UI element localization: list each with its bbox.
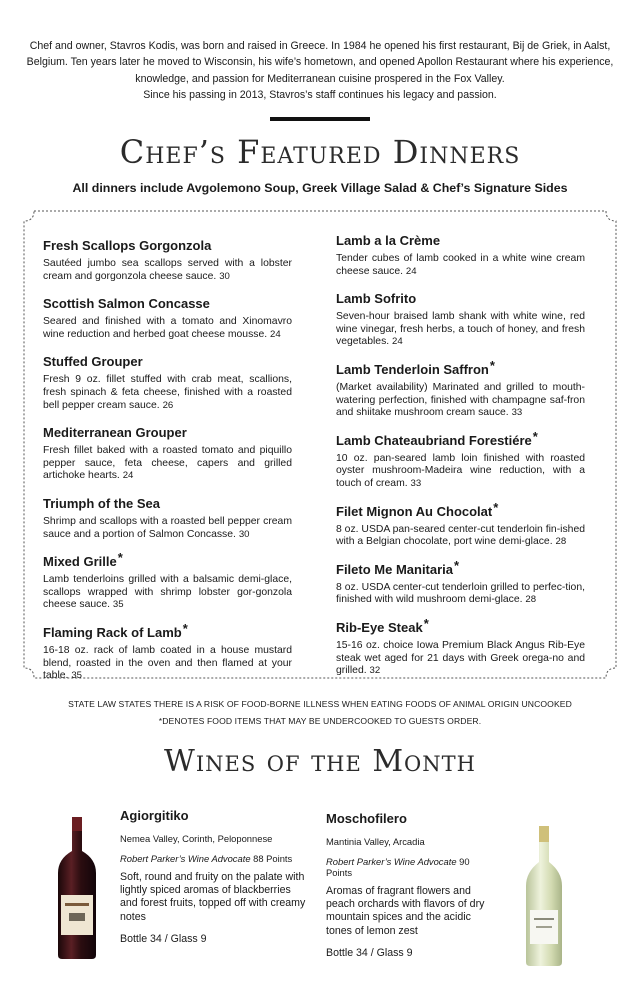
dish-price: 35 xyxy=(71,670,82,682)
wine-item xyxy=(326,811,496,959)
dish-name: Lamb Tenderloin Saffron xyxy=(336,361,489,377)
dish-name: Fresh Scallops Gorgonzola xyxy=(43,238,212,253)
dish-item xyxy=(336,429,585,491)
dish-name: Filet Mignon Au Chocolat xyxy=(336,503,493,519)
undercooked-star: * xyxy=(532,428,538,444)
dish-item xyxy=(336,500,585,549)
dish-description: 8 oz. USDA pan-seared center-cut tenderloin fin-ished with a Belgian chocolate, port wine demi-glace. xyxy=(336,523,585,548)
dish-description: 10 oz. pan-seared lamb loin finished with roasted oyster mushroom-Madeira wine reduction, with a touch of cream. xyxy=(336,452,585,489)
dinners-left-column xyxy=(43,234,292,692)
undercooked-note: *DENOTES FOOD ITEMS THAT MAY BE UNDERCOOKED TO GUESTS ORDER. xyxy=(158,716,482,726)
dish-name: Lamb Sofrito xyxy=(336,291,417,307)
wines-title: Wines of the Month xyxy=(164,744,476,779)
dish-price: 24 xyxy=(270,328,281,340)
dish-item xyxy=(336,558,585,607)
dish-price: 33 xyxy=(410,477,422,489)
dish-price: 33 xyxy=(511,407,523,419)
dish-item xyxy=(336,358,585,420)
dish-item xyxy=(43,621,292,683)
dish-price: 24 xyxy=(122,470,134,482)
dish-description: Sautéed jumbo sea scallops served with a lobster cream and gorgonzola cheese sauce. xyxy=(43,258,292,282)
dinners-right-column xyxy=(336,229,585,687)
wine-notes: Aromas of fragrant flowers and peach orchards with flavors of dry mountain spices and the acidic tones of lemon zest xyxy=(326,885,485,937)
dish-name: Rib-Eye Steak xyxy=(336,619,423,635)
dish-item xyxy=(43,292,292,341)
dish-name: Lamb a la Crème xyxy=(336,233,441,248)
dish-item xyxy=(336,229,585,278)
dish-description: (Market availability) Marinated and grilled to mouth-watering perfection, finished with champagne saf-fron and shiitake mushroom cream sauce. xyxy=(336,381,585,419)
intro-text xyxy=(24,38,616,104)
dish-description: Shrimp and scallops with a roasted bell pepper cream sauce and a portion of Salmon Concasse. xyxy=(43,515,292,540)
dish-item xyxy=(336,287,585,349)
intro-paragraph: Chef and owner, Stavros Kodis, was born and raised in Greece. In 1984 he opened his first restaurant, Bij de Griek, in Aalst, Belgium. Ten years later he moved to Wisconsin, his wife’s hometown, and opened Apollon Restaurant where his experience, knowledge, and passion for Mediterranean cuisine prospered in the Fox Valley. xyxy=(26,40,614,85)
wine-price: Bottle 34 / Glass 9 xyxy=(120,932,207,945)
wine-rating: 90 Points xyxy=(326,856,470,878)
dish-description: Lamb tenderloins grilled with a balsamic demi-glace, scallops wrapped with shrimp lobster gor-gonzola cheese sauce. xyxy=(43,574,292,611)
dish-price: 30 xyxy=(219,270,230,282)
dish-name: Flaming Rack of Lamb xyxy=(43,624,182,640)
wine-price: Bottle 34 / Glass 9 xyxy=(326,946,413,959)
dish-price: 24 xyxy=(392,336,403,348)
undercooked-star: * xyxy=(182,620,188,636)
dish-description: 16-18 oz. rack of lamb coated in a house mustard blend, roasted in the oven and then flamed at your table. xyxy=(43,644,292,682)
dish-item xyxy=(43,550,292,612)
wine-region: Nemea Valley, Corinth, Peloponnese xyxy=(120,833,273,844)
intro-legacy-line: Since his passing in 2013, Stavros’s staff continues his legacy and passion. xyxy=(143,89,497,102)
dish-price: 30 xyxy=(238,528,250,540)
undercooked-star: * xyxy=(117,550,123,566)
dish-price: 35 xyxy=(112,599,124,611)
dish-name: Stuffed Grouper xyxy=(43,354,143,370)
wine-name: Moschofilero xyxy=(326,811,407,826)
dish-description: 8 oz. USDA center-cut tenderloin grilled to perfec-tion, finished with wild mushroom demi-glace. xyxy=(336,581,585,606)
dish-price: 28 xyxy=(555,536,567,548)
dish-description: Tender cubes of lamb cooked in a white wine cream cheese sauce. xyxy=(336,253,585,277)
dish-description: Seared and finished with a tomato and Xinomavro wine reduction and herbed goat cheese mousse. xyxy=(43,316,292,340)
dish-name: Triumph of the Sea xyxy=(43,495,161,511)
divider-rule xyxy=(270,117,370,121)
undercooked-star: * xyxy=(423,615,429,631)
dish-description: Seven-hour braised lamb shank with white wine, red wine vinegar, fresh herbs, a touch of honey, and fresh vegetables. xyxy=(336,311,585,348)
dish-description: Fresh 9 oz. fillet stuffed with crab meat, scallions, fresh spinach & feta cheese, finished with a roasted bell pepper cream sauce. xyxy=(43,374,292,411)
undercooked-star: * xyxy=(493,499,499,515)
dish-name: Scottish Salmon Concasse xyxy=(43,296,210,312)
dish-price: 26 xyxy=(162,399,174,411)
dish-item xyxy=(43,421,292,483)
white-wine-bottle-icon xyxy=(524,826,564,966)
dish-name: Mediterranean Grouper xyxy=(43,425,187,441)
dish-item xyxy=(43,492,292,541)
red-wine-bottle-icon xyxy=(56,817,98,959)
dish-price: 28 xyxy=(525,594,537,606)
wine-rating-source: Robert Parker’s Wine Advocate xyxy=(120,853,251,864)
wine-name: Agiorgitiko xyxy=(120,808,189,823)
dish-price: 32 xyxy=(369,665,381,677)
wine-rating-source: Robert Parker’s Wine Advocate xyxy=(326,856,457,867)
dish-price: 24 xyxy=(405,265,417,277)
wine-notes: Soft, round and fruity on the palate with lightly spiced aromas of blackberries and forest fruits, topped off with creamy notes xyxy=(120,871,306,923)
wine-rating: 88 Points xyxy=(253,853,293,864)
dish-description: 15-16 oz. choice Iowa Premium Black Angus Rib-Eye steak wet aged for 21 days with Greek orega-no and grilled. xyxy=(336,639,585,677)
undercooked-star: * xyxy=(454,557,460,573)
dish-item xyxy=(336,616,585,678)
dinners-title: Chef’s Featured Dinners xyxy=(119,133,521,171)
dish-name: Fileto Me Manitaria xyxy=(336,561,454,577)
dish-item xyxy=(43,234,292,283)
wine-region: Mantinia Valley, Arcadia xyxy=(326,836,425,847)
dish-name: Mixed Grille xyxy=(43,554,117,570)
undercooked-star: * xyxy=(489,357,495,373)
food-safety-disclaimer: STATE LAW STATES THERE IS A RISK OF FOOD-BORNE ILLNESS WHEN EATING FOODS OF ANIMAL ORIGIN UNCOOKED xyxy=(68,699,572,709)
dish-description: Fresh fillet baked with a roasted tomato and piquillo pepper sauce, feta cheese, capers and grilled artichoke hearts. xyxy=(43,445,292,482)
wine-item xyxy=(120,808,310,945)
dish-item xyxy=(43,350,292,412)
dish-name: Lamb Chateaubriand Forestiére xyxy=(336,432,532,448)
dinners-subtitle: All dinners include Avgolemono Soup, Greek Village Salad & Chef’s Signature Sides xyxy=(72,181,568,195)
